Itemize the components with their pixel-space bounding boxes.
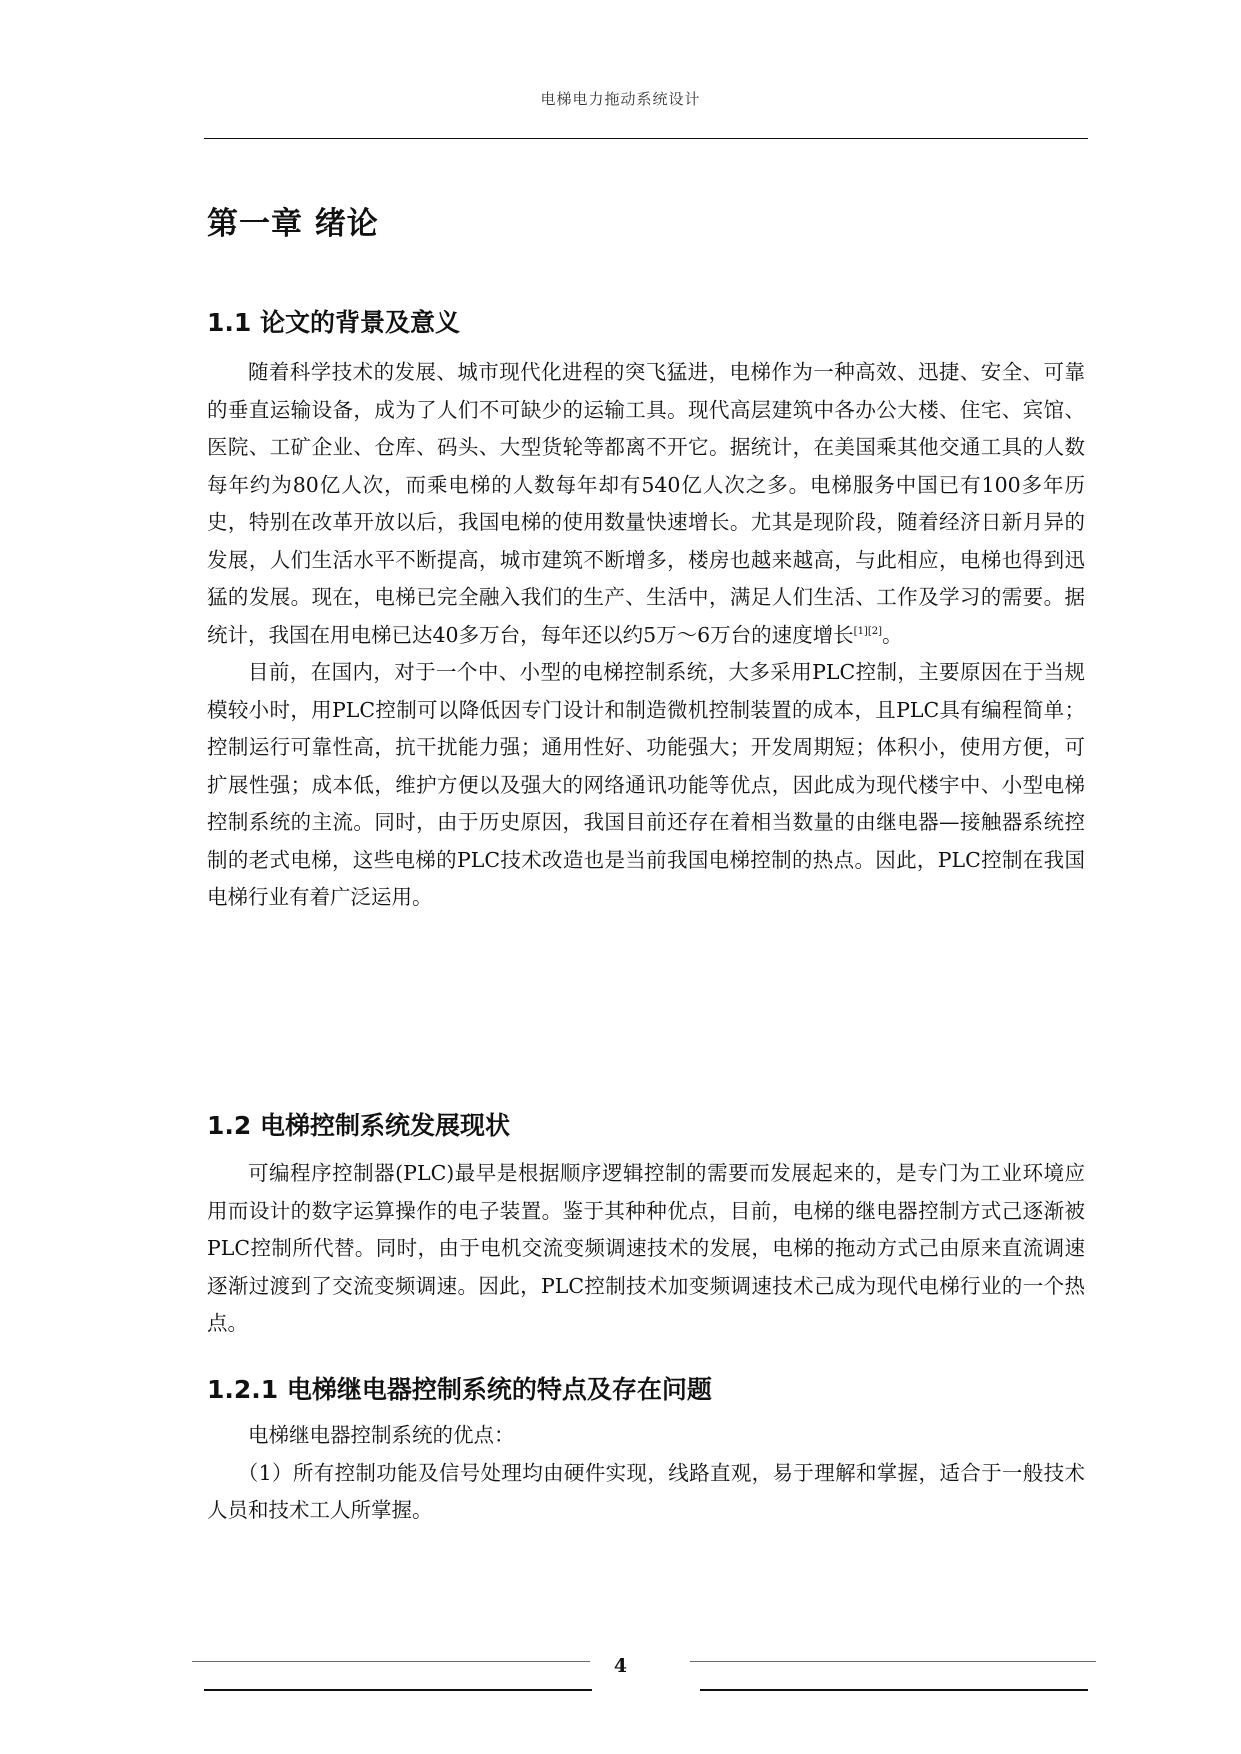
list-item: （1）所有控制功能及信号处理均由硬件实现，线路直观，易于理解和掌握，适合于一般技术人员和技术工人所掌握。 xyxy=(207,1460,1085,1522)
paragraph: 电梯继电器控制系统的优点： xyxy=(248,1423,515,1447)
header-rule xyxy=(204,138,1088,139)
paragraph: 可编程序控制器(PLC)最早是根据顺序逻辑控制的需要而发展起来的，是专门为工业环境应用而设计的数字运算操作的电子装置。鉴于其种种优点，目前，电梯的继电器控制方式己逐渐被PLC控制所代替。同时，由于电机交流变频调速技术的发展，电梯的拖动方式己由原来直流调速逐渐过渡到了交流变频调速。因此，PLC控制技术加变频调速技术己成为现代电梯行业的一个热点。 xyxy=(207,1161,1085,1335)
footer-rule-bottom-left xyxy=(204,1689,592,1691)
paragraph-text: 随着科学技术的发展、城市现代化进程的突飞猛进，电梯作为一种高效、迅捷、安全、可靠的垂直运输设备，成为了人们不可缺少的运输工具。现代高层建筑中各办公大楼、住宅、宾馆、医院、工矿企业、仓库、码头、大型货轮等都离不开它。据统计，在美国乘其他交通工具的人数每年约为80亿人次，而乘电梯的人数每年却有540亿人次之多。电梯服务中国已有100多年历史，特别在改革开放以后，我国电梯的使用数量快速增长。尤其是现阶段，随着经济日新月异的发展，人们生活水平不断提高，城市建筑不断增多，楼房也越来越高，与此相应，电梯也得到迅猛的发展。现在，电梯已完全融入我们的生产、生活中，满足人们生活、工作及学习的需要。据统计，我国在用电梯已达40多万台，每年还以约5万～6万台的速度增长 xyxy=(207,360,1085,647)
section-1-2-1-body xyxy=(207,1417,1085,1530)
chapter-title: 第一章 绪论 xyxy=(207,206,379,242)
running-header: 电梯电力拖动系统设计 xyxy=(540,90,701,108)
section-title-1-2: 1.2 电梯控制系统发展现状 xyxy=(207,1111,510,1140)
paragraph-end: 。 xyxy=(882,622,903,647)
section-1-2-body xyxy=(207,1155,1085,1343)
citation: [1][2] xyxy=(853,625,883,637)
paragraph: 目前，在国内，对于一个中、小型的电梯控制系统，大多采用PLC控制，主要原因在于当规模较小时，用PLC控制可以降低因专门设计和制造微机控制装置的成本，且PLC具有编程简单；控制运行可靠性高，抗干扰能力强；通用性好、功能强大；开发周期短；体积小，使用方便，可扩展性强；成本低，维护方便以及强大的网络通讯功能等优点，因此成为现代楼宇中、小型电梯控制系统的主流。同时，由于历史原因，我国目前还存在着相当数量的由继电器—接触器系统控制的老式电梯，这些电梯的PLC技术改造也是当前我国电梯控制的热点。因此，PLC控制在我国电梯行业有着广泛运用。 xyxy=(207,660,1085,909)
footer-rule-bottom-right xyxy=(700,1689,1088,1691)
paragraph xyxy=(207,354,1085,654)
page-number: 4 xyxy=(613,1655,628,1677)
section-title-1-2-1: 1.2.1 电梯继电器控制系统的特点及存在问题 xyxy=(207,1375,712,1404)
section-title-1-1: 1.1 论文的背景及意义 xyxy=(207,308,460,337)
section-1-1-body xyxy=(207,354,1085,917)
